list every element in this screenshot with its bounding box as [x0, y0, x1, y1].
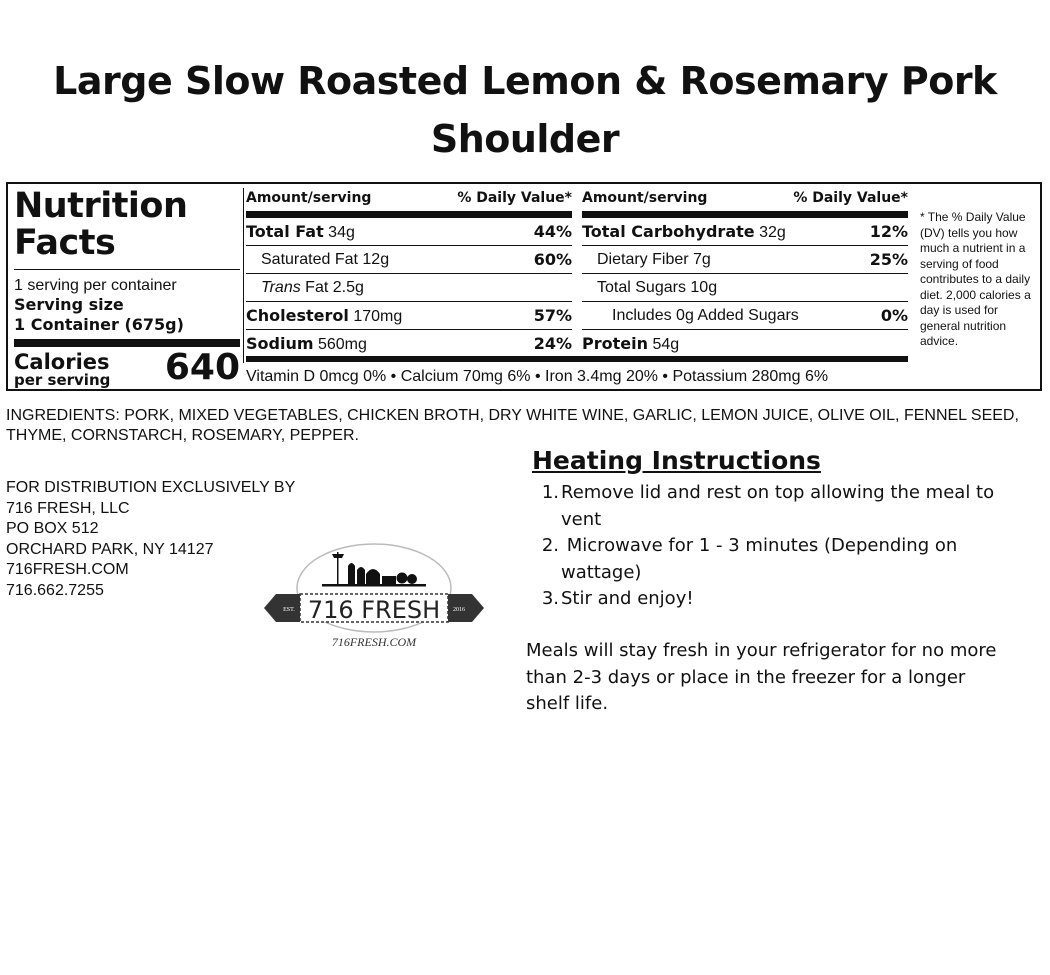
- nutrient-row-total-sugars: [582, 274, 908, 302]
- heating-steps: [535, 480, 1005, 613]
- nutrient-row-saturated-fat: [246, 246, 572, 274]
- distribution-line: FOR DISTRIBUTION EXCLUSIVELY BY: [6, 479, 296, 496]
- nutrient-row-cholesterol: [246, 302, 572, 330]
- calories-sub-text: per serving: [14, 371, 111, 389]
- ingredients: INGREDIENTS: PORK, MIXED VEGETABLES, CHICKEN BROTH, DRY WHITE WINE, GARLIC, LEMON JUICE, OLIVE OIL, FENNEL SEED, THYME, CORNSTARCH, ROSEMARY, PEPPER.: [6, 407, 1019, 444]
- column-divider: [243, 188, 244, 363]
- nutrient-amount: 34g: [328, 224, 355, 241]
- nutrient-name: Saturated Fat: [261, 251, 358, 268]
- nutrient-dv: 57%: [533, 306, 572, 325]
- nutrient-dv: 12%: [869, 222, 908, 241]
- heading-line-1: Nutrition: [14, 186, 188, 226]
- serving-size-label: Serving size: [14, 295, 124, 314]
- nutrient-name: Trans: [261, 279, 301, 296]
- phone: 716.662.7255: [6, 581, 104, 599]
- 716-fresh-logo: [262, 540, 486, 652]
- nutrient-name-rest: Fat: [305, 279, 329, 296]
- nutrient-row-added-sugars: [582, 302, 908, 330]
- step-text: Stir and enjoy!: [561, 588, 694, 609]
- amount-header: Amount/serving: [246, 190, 372, 206]
- nutrient-dv: 24%: [533, 334, 572, 353]
- heating-step: [535, 480, 1005, 533]
- nutrient-dv: 25%: [869, 250, 908, 269]
- distribution-info: [6, 478, 295, 601]
- step-number: 2.: [541, 535, 559, 556]
- daily-value-footnote: * The % Daily Value (DV) tells you how much a nutrient in a serving of food contributes to a daily diet. 2,000 calories a day is used for general nutrition advice.: [920, 210, 1031, 348]
- nutrient-amount: 54g: [652, 336, 680, 353]
- logo-est: EST.: [283, 607, 295, 613]
- logo-brand: 716 FRESH: [307, 596, 441, 624]
- servings-per-container: 1 serving per container: [14, 277, 177, 294]
- nutrient-name: Sodium: [246, 334, 314, 353]
- nutrient-column-right: [582, 190, 908, 357]
- column-header: [582, 190, 908, 218]
- calories-label: [14, 351, 110, 387]
- heating-instructions-title: Heating Instructions: [532, 446, 821, 475]
- nutrient-amount: 7g: [693, 251, 711, 268]
- nutrient-name: Total Carbohydrate: [582, 222, 755, 241]
- nutrient-name: Total Fat: [246, 222, 324, 241]
- nutrient-column-left: [246, 190, 572, 357]
- nutrient-row-trans-fat: [246, 274, 572, 302]
- nutrient-row-total-fat: [246, 218, 572, 246]
- nutrient-amount: 560mg: [317, 336, 367, 353]
- heating-step: [535, 533, 1005, 586]
- column-header: [246, 190, 572, 218]
- calories-row: [14, 349, 240, 387]
- heading-line-2: Facts: [14, 223, 116, 263]
- nutrient-name: Includes 0g Added Sugars: [612, 307, 799, 324]
- step-text: Remove lid and rest on top allowing the meal to vent: [561, 482, 995, 530]
- nutrient-amount: 170mg: [353, 308, 403, 325]
- calories-label-text: Calories: [14, 350, 110, 374]
- dv-header: % Daily Value*: [457, 190, 572, 206]
- nutrition-heading: [14, 188, 240, 262]
- vitamins-minerals: Vitamin D 0mcg 0% • Calcium 70mg 6% • Iron 3.4mg 20% • Potassium 280mg 6%: [246, 368, 829, 385]
- nutrient-dv: 60%: [533, 250, 572, 269]
- nutrition-facts-panel: [6, 182, 1042, 391]
- amount-header: Amount/serving: [582, 190, 708, 206]
- nutrient-dv: 0%: [880, 306, 908, 325]
- company-name: 716 FRESH, LLC: [6, 499, 130, 517]
- po-box: PO BOX 512: [6, 520, 99, 537]
- logo-url: 716FRESH.COM: [331, 635, 417, 649]
- nutrient-row-protein: [582, 330, 908, 357]
- nutrient-amount: 10g: [690, 279, 718, 296]
- vitamin-rule: [246, 356, 908, 362]
- nutrient-amount: 12g: [362, 251, 390, 268]
- nutrient-name: Dietary Fiber: [597, 251, 689, 268]
- nutrient-name: Cholesterol: [246, 306, 349, 325]
- website: 716FRESH.COM: [6, 561, 129, 578]
- heating-step: [535, 586, 1005, 613]
- serving-size-value: 1 Container (675g): [14, 315, 184, 334]
- nutrient-name: Total Sugars: [597, 279, 686, 296]
- nutrient-dv: 44%: [533, 222, 572, 241]
- nutrient-name: Protein: [582, 334, 648, 353]
- step-text: Microwave for 1 - 3 minutes (Depending on wattage): [561, 535, 964, 583]
- city-state-zip: ORCHARD PARK, NY 14127: [6, 540, 214, 558]
- dv-header: % Daily Value*: [793, 190, 908, 206]
- nutrient-row-dietary-fiber: [582, 246, 908, 274]
- serving-rule: [14, 339, 240, 347]
- nutrient-amount: 32g: [759, 224, 786, 241]
- storage-note: Meals will stay fresh in your refrigerator for no more than 2-3 days or place in the freezer for a longer shelf life.: [526, 640, 997, 714]
- calories-value: 640: [164, 347, 240, 388]
- product-title: Large Slow Roasted Lemon & Rosemary Pork Shoulder: [53, 59, 997, 161]
- nutrition-left-block: [14, 188, 240, 387]
- step-number: 1.: [541, 482, 559, 503]
- heading-rule: [14, 269, 240, 270]
- nutrient-row-sodium: [246, 330, 572, 357]
- logo-year: 2016: [453, 607, 465, 613]
- step-number: 3.: [541, 588, 559, 609]
- nutrient-row-total-carbohydrate: [582, 218, 908, 246]
- nutrient-amount: 2.5g: [332, 279, 364, 296]
